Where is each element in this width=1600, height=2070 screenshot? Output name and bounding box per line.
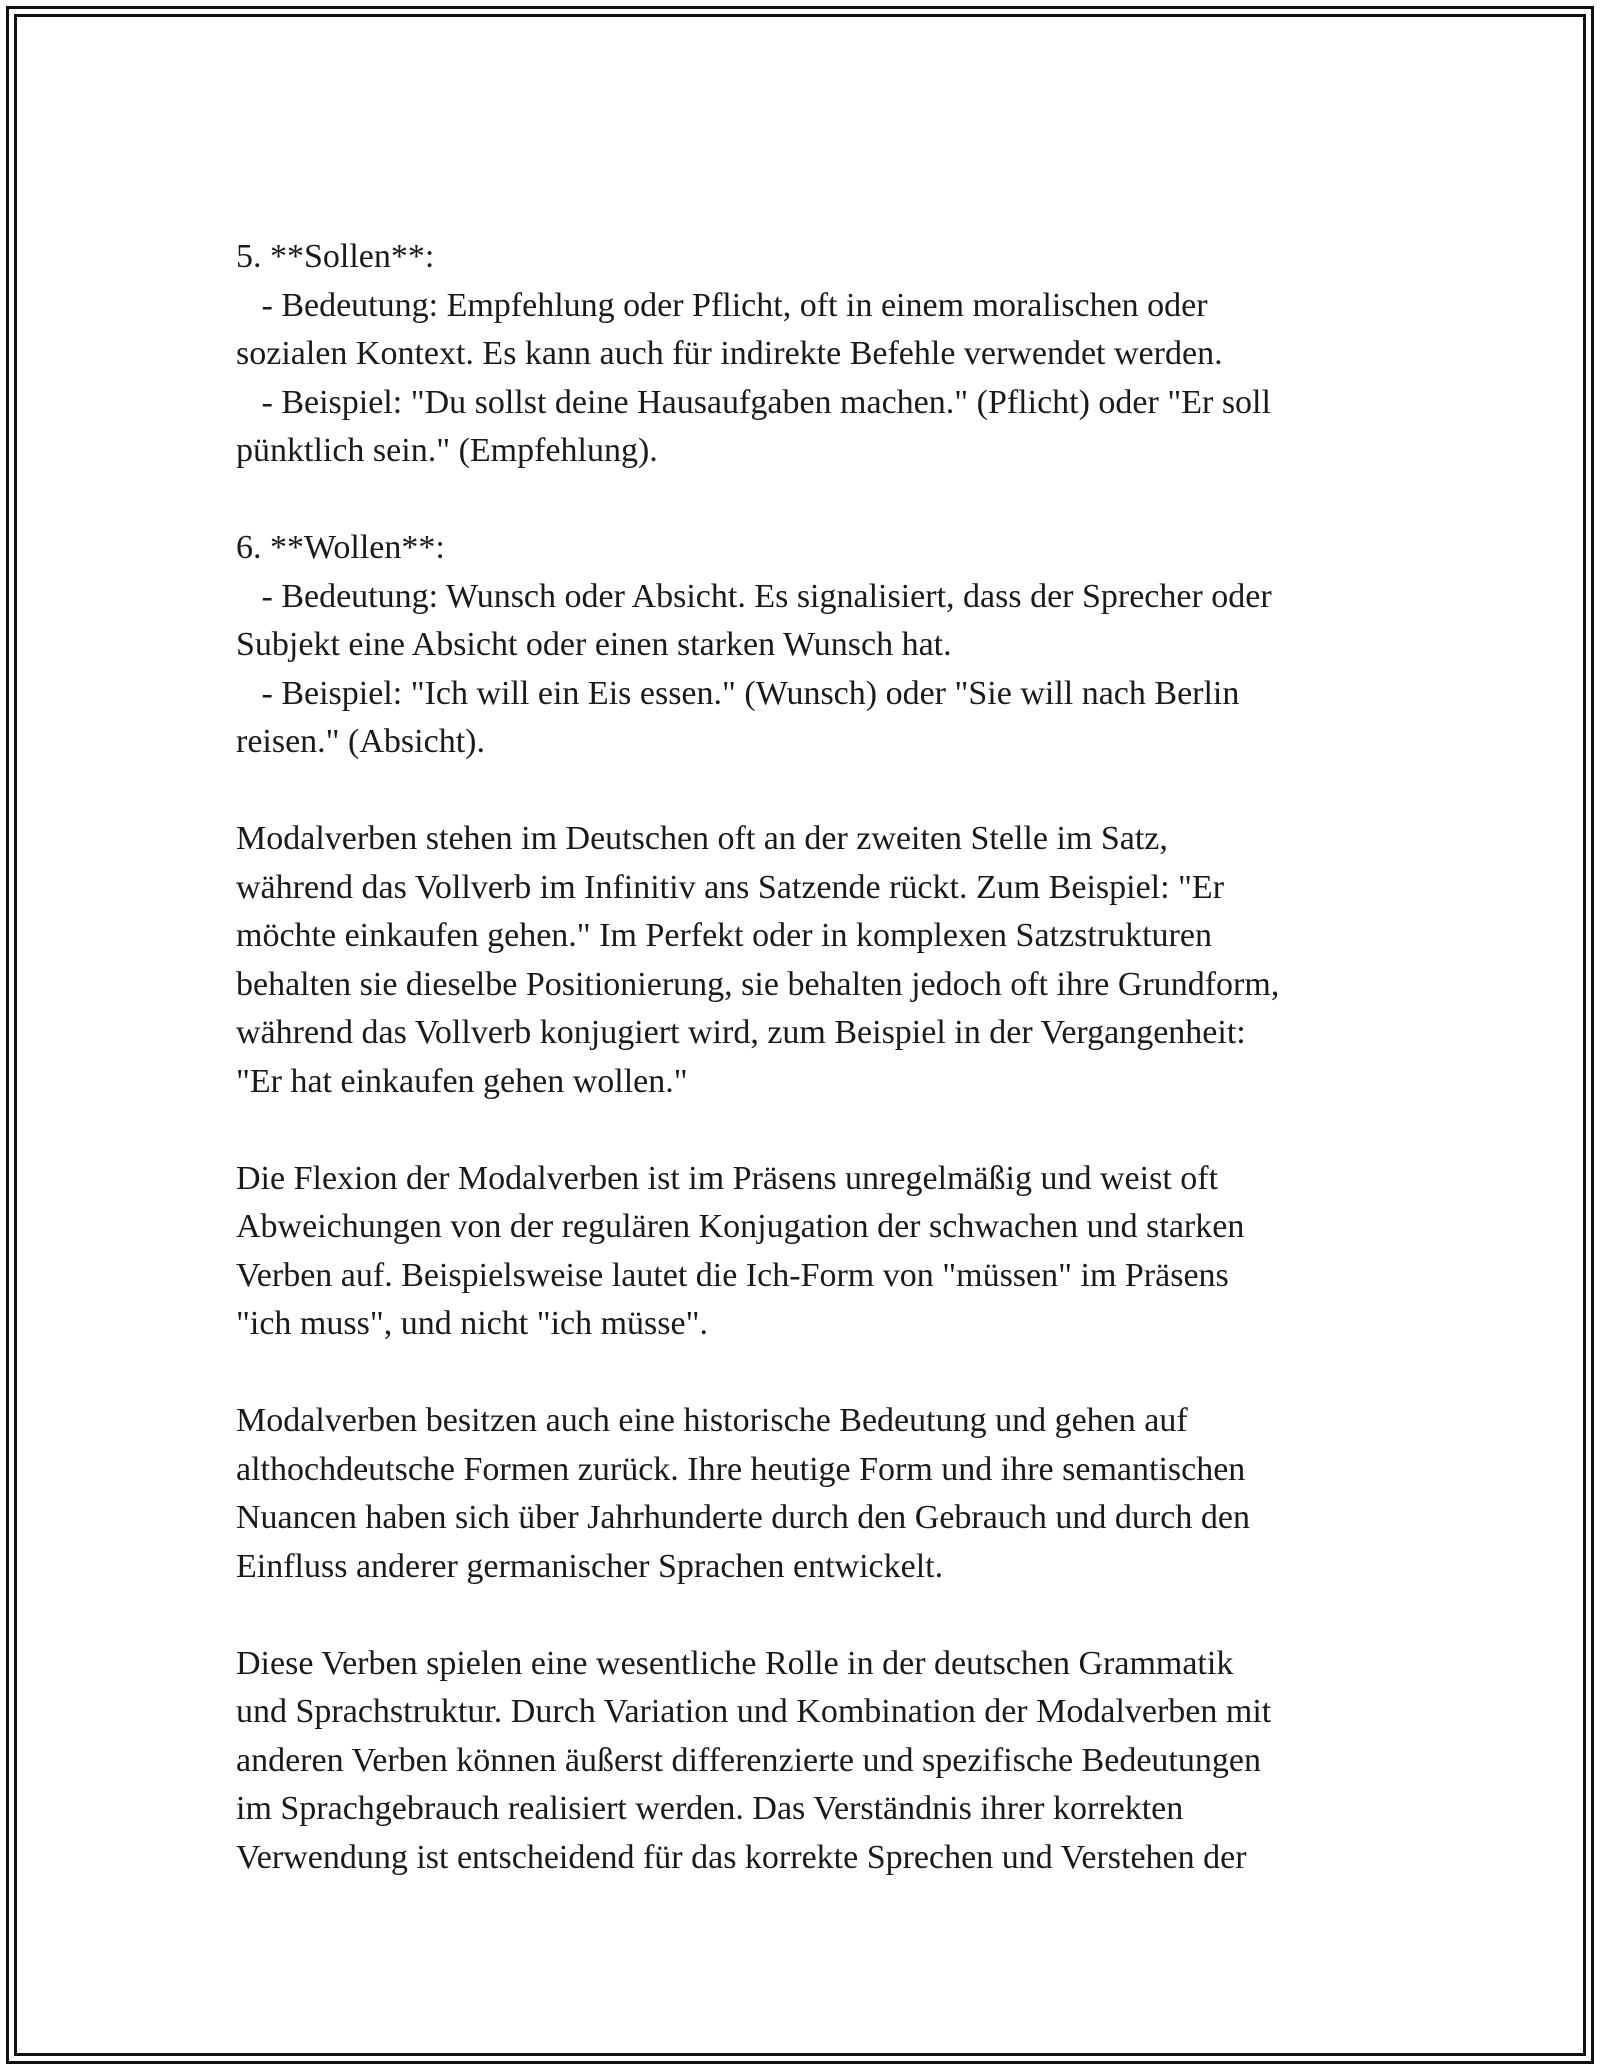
paragraph-line: während das Vollverb konjugiert wird, zum Beispiel in der Vergangenheit: xyxy=(236,1014,1246,1051)
paragraph-line: Modalverben stehen im Deutschen oft an der zweiten Stelle im Satz, xyxy=(236,820,1168,857)
list-item-line: - Beispiel: "Du sollst deine Hausaufgaben machen." (Pflicht) oder "Er soll xyxy=(236,383,1271,421)
list-item-heading: 6. **Wollen**: xyxy=(236,529,445,566)
list-item-line: sozialen Kontext. Es kann auch für indirekte Befehle verwendet werden. xyxy=(236,335,1223,372)
paragraph-line: Die Flexion der Modalverben ist im Präsens unregelmäßig und weist oft xyxy=(236,1159,1219,1197)
paragraph-flexion xyxy=(236,1155,1376,1349)
paragraph-line: althochdeutsche Formen zurück. Ihre heutige Form und ihre semantischen xyxy=(236,1450,1246,1488)
paragraph-line: Modalverben besitzen auch eine historische Bedeutung und gehen auf xyxy=(236,1402,1188,1439)
paragraph-line: "ich muss", und nicht "ich müsse". xyxy=(236,1305,708,1342)
paragraph-line: Verben auf. Beispielsweise lautet die Ich-Form von "müssen" im Präsens xyxy=(236,1256,1229,1294)
paragraph-line: im Sprachgebrauch realisiert werden. Das Verständnis ihrer korrekten xyxy=(236,1790,1184,1827)
list-item-sollen xyxy=(236,233,1376,476)
paragraph-line: anderen Verben können äußerst differenzierte und spezifische Bedeutungen xyxy=(236,1741,1261,1779)
paragraph-line: möchte einkaufen gehen." Im Perfekt oder in komplexen Satzstrukturen xyxy=(236,917,1212,954)
paragraph-line: Verwendung ist entscheidend für das korrekte Sprechen und Verstehen der xyxy=(236,1838,1247,1876)
paragraph-history xyxy=(236,1397,1376,1591)
list-item-line: reisen." (Absicht). xyxy=(236,723,485,760)
list-item-line: Subjekt eine Absicht oder einen starken Wunsch hat. xyxy=(236,626,952,663)
paragraph-line: während das Vollverb im Infinitiv ans Satzende rückt. Zum Beispiel: "Er xyxy=(236,868,1225,906)
list-item-line: - Bedeutung: Empfehlung oder Pflicht, oft in einem moralischen oder xyxy=(236,286,1208,324)
paragraph-line: behalten sie dieselbe Positionierung, sie behalten jedoch oft ihre Grundform, xyxy=(236,965,1280,1003)
list-item-line: - Bedeutung: Wunsch oder Absicht. Es signalisiert, dass der Sprecher oder xyxy=(236,577,1272,615)
paragraph-line: und Sprachstruktur. Durch Variation und Kombination der Modalverben mit xyxy=(236,1693,1272,1730)
paragraph-line: Einfluss anderer germanischer Sprachen entwickelt. xyxy=(236,1547,944,1585)
paragraph-word-order xyxy=(236,815,1376,1106)
paragraph-line: Abweichungen von der regulären Konjugation der schwachen und starken xyxy=(236,1208,1245,1245)
paragraph-line: Nuancen haben sich über Jahrhunderte durch den Gebrauch und durch den xyxy=(236,1499,1250,1536)
list-item-line: pünktlich sein." (Empfehlung). xyxy=(236,432,658,469)
document-body xyxy=(236,233,1376,1931)
list-item-wollen xyxy=(236,524,1376,767)
paragraph-line: Diese Verben spielen eine wesentliche Rolle in der deutschen Grammatik xyxy=(236,1644,1234,1682)
paragraph-role xyxy=(236,1640,1376,1883)
list-item-heading: 5. **Sollen**: xyxy=(236,238,435,275)
paragraph-line: "Er hat einkaufen gehen wollen." xyxy=(236,1062,688,1100)
list-item-line: - Beispiel: "Ich will ein Eis essen." (Wunsch) oder "Sie will nach Berlin xyxy=(236,674,1240,712)
